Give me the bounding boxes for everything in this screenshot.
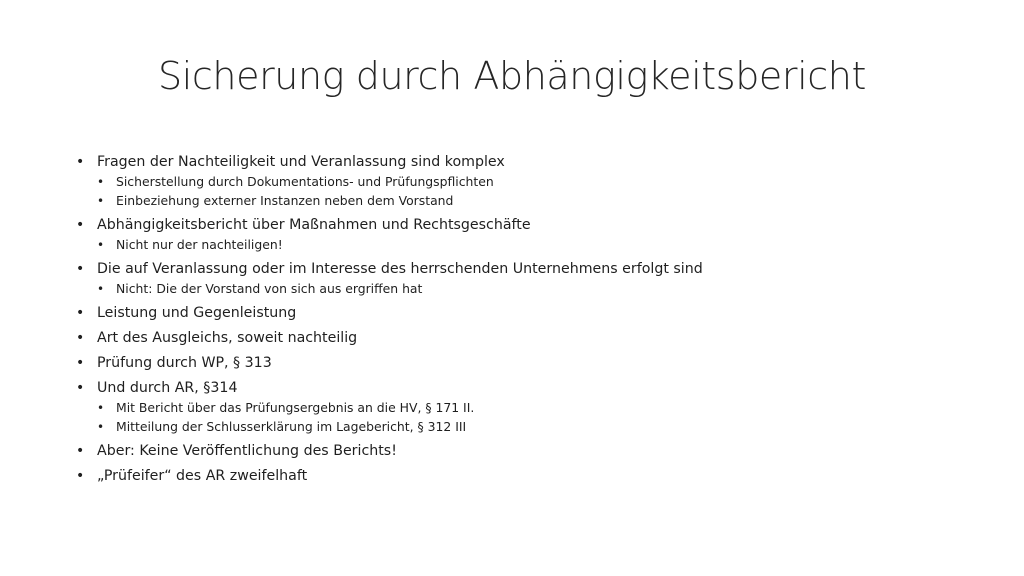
sub-list-item <box>97 192 976 210</box>
bullet-icon: • <box>76 261 85 277</box>
list-item <box>76 215 976 254</box>
sub-bullet-list <box>97 399 976 436</box>
list-item <box>76 328 976 348</box>
bullet-icon: • <box>97 401 105 415</box>
bullet-list <box>76 152 976 486</box>
bullet-icon: • <box>76 443 85 459</box>
list-item-text: Und durch AR, §314 <box>97 380 238 396</box>
bullet-icon: • <box>76 154 85 170</box>
sub-list-item <box>97 173 976 191</box>
list-item-text: Prüfung durch WP, § 313 <box>97 355 272 371</box>
bullet-icon: • <box>76 330 85 346</box>
bullet-icon: • <box>97 282 105 296</box>
sub-bullet-list <box>97 236 976 254</box>
list-item-text: „Prüfeifer“ des AR zweifelhaft <box>97 468 308 484</box>
bullet-icon: • <box>97 420 105 434</box>
sub-bullet-list <box>97 173 976 210</box>
sub-list-item-text: Mit Bericht über das Prüfungsergebnis an die HV, § 171 II. <box>116 400 475 415</box>
sub-bullet-list <box>97 280 976 298</box>
list-item <box>76 152 976 210</box>
bullet-icon: • <box>76 217 85 233</box>
list-item <box>76 353 976 373</box>
list-item-text: Art des Ausgleichs, soweit nachteilig <box>97 330 358 346</box>
list-item <box>76 303 976 323</box>
sub-list-item <box>97 399 976 417</box>
bullet-icon: • <box>76 355 85 371</box>
bullet-icon: • <box>97 238 105 252</box>
sub-list-item-text: Mitteilung der Schlusserklärung im Lagebericht, § 312 III <box>116 419 467 434</box>
sub-list-item <box>97 280 976 298</box>
list-item-text: Fragen der Nachteiligkeit und Veranlassung sind komplex <box>97 154 505 170</box>
list-item-text: Aber: Keine Veröffentlichung des Berichts! <box>97 443 397 459</box>
slide-title: Sicherung durch Abhängigkeitsbericht <box>158 54 866 98</box>
sub-list-item-text: Sicherstellung durch Dokumentations- und Prüfungspflichten <box>116 174 494 189</box>
bullet-icon: • <box>76 468 85 484</box>
sub-list-item-text: Nicht: Die der Vorstand von sich aus ergriffen hat <box>116 281 423 296</box>
sub-list-item-text: Nicht nur der nachteiligen! <box>116 237 283 252</box>
slide-content <box>76 152 976 486</box>
bullet-icon: • <box>76 380 85 396</box>
list-item <box>76 441 976 461</box>
list-item-text: Die auf Veranlassung oder im Interesse des herrschenden Unternehmens erfolgt sind <box>97 261 703 277</box>
list-item-text: Abhängigkeitsbericht über Maßnahmen und Rechtsgeschäfte <box>97 217 531 233</box>
sub-list-item <box>97 236 976 254</box>
list-item <box>76 378 976 436</box>
list-item <box>76 259 976 298</box>
bullet-icon: • <box>97 194 105 208</box>
bullet-icon: • <box>97 175 105 189</box>
list-item-text: Leistung und Gegenleistung <box>97 305 297 321</box>
sub-list-item <box>97 418 976 436</box>
sub-list-item-text: Einbeziehung externer Instanzen neben dem Vorstand <box>116 193 454 208</box>
bullet-icon: • <box>76 305 85 321</box>
list-item <box>76 466 976 486</box>
